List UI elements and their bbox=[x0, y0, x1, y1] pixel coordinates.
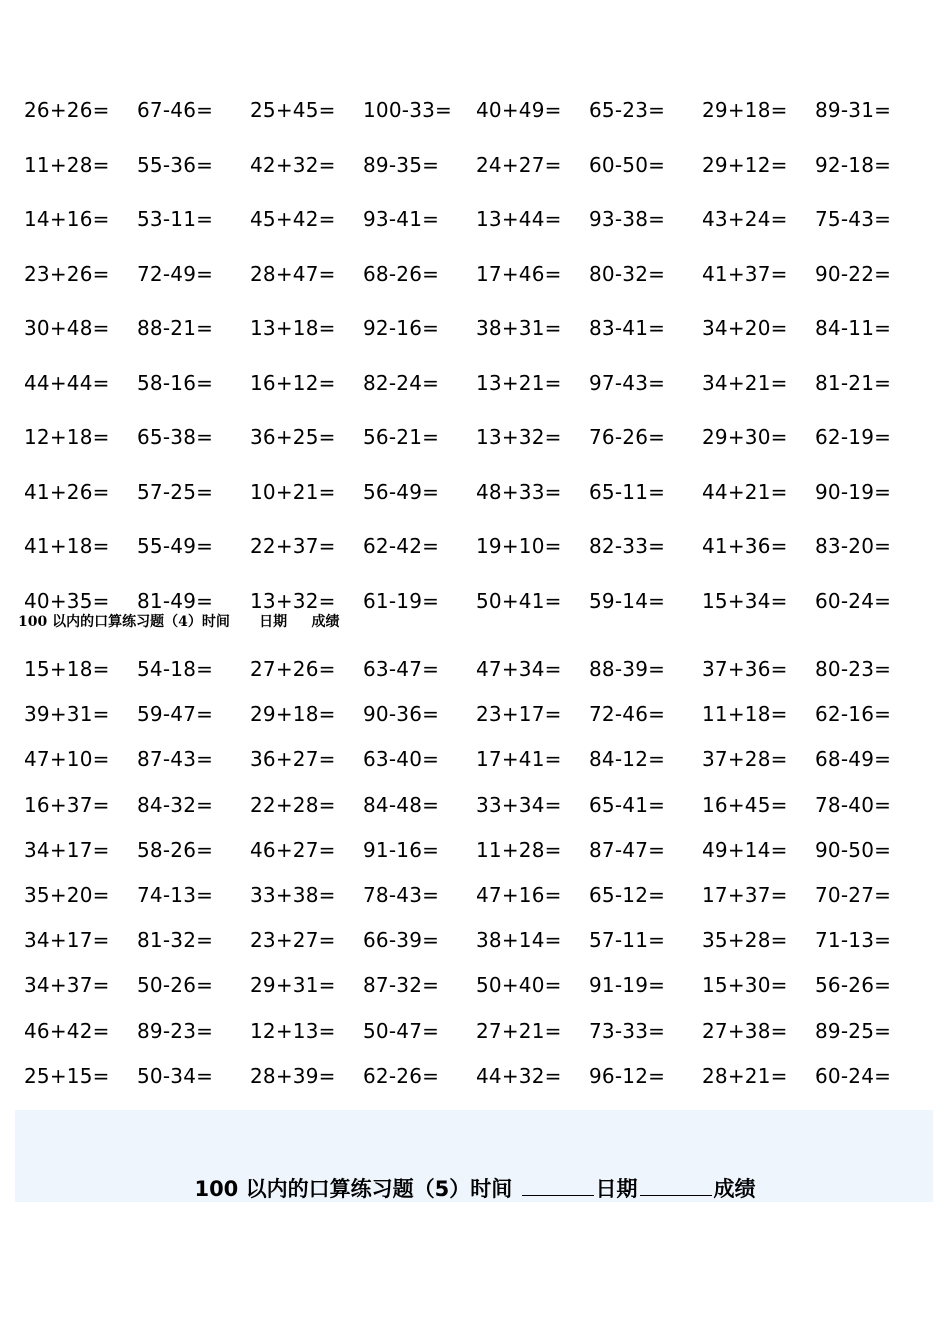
problem-cell: 16+45= bbox=[702, 792, 788, 817]
problem-cell: 57-25= bbox=[137, 479, 214, 504]
problem-cell: 34+20= bbox=[702, 316, 788, 340]
problem-cell: 22+28= bbox=[250, 792, 336, 817]
problem-cell: 62-26= bbox=[363, 1063, 440, 1088]
problem-cell: 27+38= bbox=[702, 1018, 788, 1043]
problem-cell: 40+35= bbox=[24, 588, 110, 613]
problem-cell: 25+45= bbox=[250, 98, 336, 122]
problem-cell: 46+27= bbox=[250, 837, 336, 862]
problem-cell: 34+37= bbox=[24, 973, 110, 998]
problem-cell: 38+31= bbox=[476, 316, 562, 340]
problem-cell: 82-24= bbox=[363, 370, 440, 395]
problem-cell: 43+24= bbox=[702, 207, 788, 231]
problem-cell: 36+25= bbox=[250, 425, 336, 449]
problem-cell: 47+16= bbox=[476, 883, 562, 907]
problem-cell: 82-33= bbox=[589, 534, 666, 558]
problem-cell: 35+20= bbox=[24, 883, 110, 907]
problem-cell: 46+42= bbox=[24, 1018, 110, 1043]
problem-cell: 73-33= bbox=[589, 1018, 666, 1043]
problem-cell: 96-12= bbox=[589, 1063, 666, 1088]
problem-cell: 44+32= bbox=[476, 1063, 562, 1088]
problem-cell: 41+37= bbox=[702, 261, 788, 286]
problem-cell: 70-27= bbox=[815, 883, 892, 907]
problem-cell: 93-41= bbox=[363, 207, 440, 231]
problem-cell: 65-23= bbox=[589, 98, 666, 122]
problem-cell: 38+14= bbox=[476, 928, 562, 953]
problem-cell: 33+34= bbox=[476, 792, 562, 817]
problem-cell: 74-13= bbox=[137, 883, 214, 907]
problem-cell: 45+42= bbox=[250, 207, 336, 231]
problem-cell: 68-26= bbox=[363, 261, 440, 286]
problem-cell: 12+18= bbox=[24, 425, 110, 449]
problem-cell: 50-47= bbox=[363, 1018, 440, 1043]
problem-cell: 90-36= bbox=[363, 702, 440, 727]
problem-cell: 67-46= bbox=[137, 98, 214, 122]
problem-cell: 13+32= bbox=[250, 588, 336, 613]
problem-cell: 62-42= bbox=[363, 534, 440, 558]
problem-cell: 63-47= bbox=[363, 657, 440, 681]
problem-cell: 27+26= bbox=[250, 657, 336, 681]
problem-cell: 50-26= bbox=[137, 973, 214, 998]
problem-cell: 29+18= bbox=[250, 702, 336, 727]
problem-cell: 23+17= bbox=[476, 702, 562, 727]
problem-cell: 80-32= bbox=[589, 261, 666, 286]
problem-cell: 44+44= bbox=[24, 370, 110, 395]
problem-cell: 89-25= bbox=[815, 1018, 892, 1043]
problem-cell: 37+28= bbox=[702, 747, 788, 772]
date-label: 日期 bbox=[259, 614, 288, 630]
problem-cell: 15+18= bbox=[24, 657, 110, 681]
problem-cell: 13+32= bbox=[476, 425, 562, 449]
problem-cell: 17+46= bbox=[476, 261, 562, 286]
problem-cell: 34+21= bbox=[702, 370, 788, 395]
problem-cell: 13+18= bbox=[250, 316, 336, 340]
problem-cell: 62-16= bbox=[815, 702, 892, 727]
problem-cell: 93-38= bbox=[589, 207, 666, 231]
worksheet-heading-4 bbox=[18, 612, 339, 632]
problem-cell: 57-11= bbox=[589, 928, 666, 953]
problem-cell: 97-43= bbox=[589, 370, 666, 395]
problem-cell: 55-36= bbox=[137, 152, 214, 177]
problem-cell: 63-40= bbox=[363, 747, 440, 772]
problem-cell: 84-12= bbox=[589, 747, 666, 772]
problem-cell: 17+37= bbox=[702, 883, 788, 907]
problem-cell: 26+26= bbox=[24, 98, 110, 122]
problem-cell: 56-49= bbox=[363, 479, 440, 504]
problem-cell: 87-32= bbox=[363, 973, 440, 998]
score-label: 成绩 bbox=[311, 614, 340, 630]
problem-cell: 62-19= bbox=[815, 425, 892, 449]
date-blank[interactable] bbox=[640, 1173, 712, 1196]
problem-cell: 17+41= bbox=[476, 747, 562, 772]
problem-cell: 33+38= bbox=[250, 883, 336, 907]
problem-cell: 53-11= bbox=[137, 207, 214, 231]
problem-cell: 50+41= bbox=[476, 588, 562, 613]
problem-cell: 61-19= bbox=[363, 588, 440, 613]
problem-cell: 10+21= bbox=[250, 479, 336, 504]
problem-cell: 28+47= bbox=[250, 261, 336, 286]
problem-cell: 81-49= bbox=[137, 588, 214, 613]
problem-cell: 47+10= bbox=[24, 747, 110, 772]
problem-cell: 41+26= bbox=[24, 479, 110, 504]
problem-cell: 65-41= bbox=[589, 792, 666, 817]
problem-cell: 68-49= bbox=[815, 747, 892, 772]
problem-cell: 34+17= bbox=[24, 837, 110, 862]
problem-cell: 12+13= bbox=[250, 1018, 336, 1043]
problem-cell: 15+34= bbox=[702, 588, 788, 613]
problem-cell: 47+34= bbox=[476, 657, 562, 681]
problem-cell: 87-47= bbox=[589, 837, 666, 862]
problem-cell: 27+21= bbox=[476, 1018, 562, 1043]
problem-cell: 13+21= bbox=[476, 370, 562, 395]
problem-cell: 60-50= bbox=[589, 152, 666, 177]
problem-cell: 15+30= bbox=[702, 973, 788, 998]
problem-cell: 60-24= bbox=[815, 588, 892, 613]
problem-cell: 75-43= bbox=[815, 207, 892, 231]
problem-cell: 25+15= bbox=[24, 1063, 110, 1088]
problem-cell: 90-50= bbox=[815, 837, 892, 862]
problem-cell: 24+27= bbox=[476, 152, 562, 177]
problem-cell: 65-38= bbox=[137, 425, 214, 449]
problem-cell: 78-43= bbox=[363, 883, 440, 907]
problem-cell: 23+27= bbox=[250, 928, 336, 953]
worksheet-heading-5 bbox=[0, 1173, 950, 1204]
heading-title: 100 以内的口算练习题（4）时间 bbox=[18, 614, 230, 630]
problem-cell: 83-20= bbox=[815, 534, 892, 558]
problem-cell: 66-39= bbox=[363, 928, 440, 953]
problem-cell: 29+31= bbox=[250, 973, 336, 998]
problem-cell: 30+48= bbox=[24, 316, 110, 340]
problem-cell: 41+18= bbox=[24, 534, 110, 558]
problem-cell: 34+17= bbox=[24, 928, 110, 953]
problem-cell: 28+39= bbox=[250, 1063, 336, 1088]
problem-cell: 54-18= bbox=[137, 657, 214, 681]
problem-cell: 36+27= bbox=[250, 747, 336, 772]
time-blank[interactable] bbox=[522, 1173, 594, 1196]
problem-cell: 89-31= bbox=[815, 98, 892, 122]
problem-cell: 16+37= bbox=[24, 792, 110, 817]
problem-cell: 48+33= bbox=[476, 479, 562, 504]
problem-cell: 29+18= bbox=[702, 98, 788, 122]
problem-cell: 91-19= bbox=[589, 973, 666, 998]
problem-cell: 59-47= bbox=[137, 702, 214, 727]
problem-cell: 11+18= bbox=[702, 702, 788, 727]
problem-cell: 11+28= bbox=[24, 152, 110, 177]
problem-cell: 87-43= bbox=[137, 747, 214, 772]
problem-cell: 39+31= bbox=[24, 702, 110, 727]
problem-cell: 56-26= bbox=[815, 973, 892, 998]
problem-cell: 37+36= bbox=[702, 657, 788, 681]
problem-cell: 65-12= bbox=[589, 883, 666, 907]
problem-cell: 50+40= bbox=[476, 973, 562, 998]
problem-cell: 76-26= bbox=[589, 425, 666, 449]
date-label: 日期 bbox=[595, 1177, 638, 1201]
problem-cell: 89-35= bbox=[363, 152, 440, 177]
problem-cell: 11+28= bbox=[476, 837, 562, 862]
problem-cell: 84-11= bbox=[815, 316, 892, 340]
problem-cell: 29+30= bbox=[702, 425, 788, 449]
problem-cell: 35+28= bbox=[702, 928, 788, 953]
problem-cell: 65-11= bbox=[589, 479, 666, 504]
problem-cell: 50-34= bbox=[137, 1063, 214, 1088]
problem-cell: 16+12= bbox=[250, 370, 336, 395]
score-label: 成绩 bbox=[713, 1177, 756, 1201]
problem-cell: 88-21= bbox=[137, 316, 214, 340]
problem-cell: 80-23= bbox=[815, 657, 892, 681]
problem-cell: 83-41= bbox=[589, 316, 666, 340]
problem-cell: 59-14= bbox=[589, 588, 666, 613]
heading-title: 100 以内的口算练习题（5）时间 bbox=[194, 1177, 513, 1201]
problem-cell: 40+49= bbox=[476, 98, 562, 122]
problem-cell: 81-21= bbox=[815, 370, 892, 395]
problem-cell: 28+21= bbox=[702, 1063, 788, 1088]
problem-cell: 41+36= bbox=[702, 534, 788, 558]
problem-cell: 58-26= bbox=[137, 837, 214, 862]
problem-cell: 23+26= bbox=[24, 261, 110, 286]
problem-cell: 56-21= bbox=[363, 425, 440, 449]
problem-cell: 92-16= bbox=[363, 316, 440, 340]
problem-cell: 13+44= bbox=[476, 207, 562, 231]
problem-cell: 49+14= bbox=[702, 837, 788, 862]
problem-cell: 29+12= bbox=[702, 152, 788, 177]
problem-cell: 72-46= bbox=[589, 702, 666, 727]
problem-cell: 81-32= bbox=[137, 928, 214, 953]
problem-cell: 84-32= bbox=[137, 792, 214, 817]
problem-cell: 19+10= bbox=[476, 534, 562, 558]
problem-cell: 90-22= bbox=[815, 261, 892, 286]
problem-cell: 42+32= bbox=[250, 152, 336, 177]
problem-cell: 22+37= bbox=[250, 534, 336, 558]
problem-cell: 92-18= bbox=[815, 152, 892, 177]
problem-cell: 78-40= bbox=[815, 792, 892, 817]
problem-cell: 91-16= bbox=[363, 837, 440, 862]
problem-cell: 100-33= bbox=[363, 98, 452, 122]
problem-cell: 58-16= bbox=[137, 370, 214, 395]
problem-cell: 44+21= bbox=[702, 479, 788, 504]
problem-cell: 14+16= bbox=[24, 207, 110, 231]
problem-cell: 72-49= bbox=[137, 261, 214, 286]
problem-cell: 71-13= bbox=[815, 928, 892, 953]
problem-cell: 90-19= bbox=[815, 479, 892, 504]
problem-cell: 55-49= bbox=[137, 534, 214, 558]
problem-cell: 60-24= bbox=[815, 1063, 892, 1088]
problem-cell: 88-39= bbox=[589, 657, 666, 681]
problem-cell: 89-23= bbox=[137, 1018, 214, 1043]
problem-cell: 84-48= bbox=[363, 792, 440, 817]
